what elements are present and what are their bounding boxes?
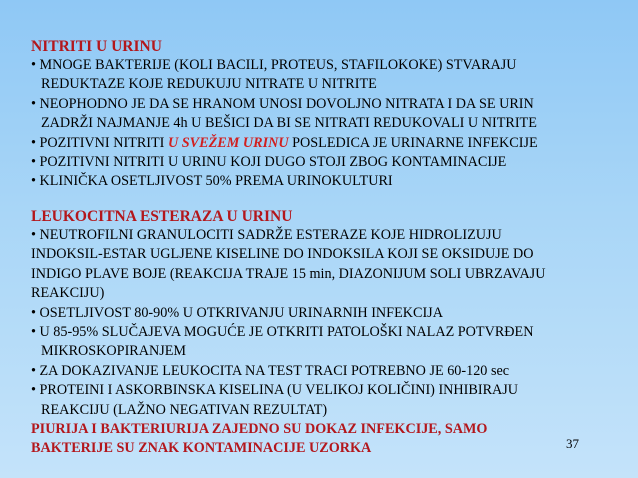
bullet-line-positive-nitrites <box>31 134 611 153</box>
bullet-line: • NEUTROFILNI GRANULOCITI SADRŽE ESTERAZE KOJE HIDROLIZUJU <box>31 227 502 243</box>
conclusion-line: BAKTERIJE SU ZNAK KONTAMINACIJE UZORKA <box>31 440 372 457</box>
continuation-line: INDIGO PLAVE BOJE (REAKCIJA TRAJE 15 min, DIAZONIJUM SOLI UBRZAVAJU <box>31 265 546 282</box>
continuation-line: REAKCIJU) <box>31 285 105 302</box>
bullet-line: • MNOGE BAKTERIJE (KOLI BACILI, PROTEUS, STAFILOKOKE) STVARAJU <box>31 57 517 73</box>
bullet-line: • OSETLJIVOST 80-90% U OTKRIVANJU URINARNIH INFEKCIJA <box>31 304 443 321</box>
bullet-line: • NEOPHODNO JE DA SE HRANOM UNOSI DOVOLJNO NITRATA I DA SE URIN <box>31 95 534 112</box>
emphasis-text: U SVEŽEM URINU <box>167 134 289 151</box>
section-title-leukocyte-esterase: LEUKOCITNA ESTERAZA U URINU <box>31 208 293 225</box>
continuation-line: REDUKTAZE KOJE REDUKUJU NITRATE U NITRITE <box>41 76 377 93</box>
text-suffix: POSLEDICA JE URINARNE INFEKCIJE <box>288 134 538 151</box>
leukocyte-esterase-section <box>31 207 611 459</box>
page-number: 37 <box>566 436 579 451</box>
continuation-line: REAKCIJU (LAŽNO NEGATIVAN REZULTAT) <box>41 401 328 418</box>
nitrites-section <box>31 37 611 192</box>
continuation-line: INDOKSIL-ESTAR UGLJENE KISELINE DO INDOKSILA KOJI SE OKSIDUJE DO <box>31 246 534 263</box>
text-prefix: • POZITIVNI NITRITI <box>31 134 168 151</box>
continuation-line: MIKROSKOPIRANJEM <box>41 343 187 360</box>
conclusion-line: PIURIJA I BAKTERIURIJA ZAJEDNO SU DOKAZ INFEKCIJE, SAMO <box>31 421 488 438</box>
bullet-line: • U 85-95% SLUČAJEVA MOGUĆE JE OTKRITI PATOLOŠKI NALAZ POTVRĐEN <box>31 324 534 341</box>
bullet-line: • ZA DOKAZIVANJE LEUKOCITA NA TEST TRACI POTREBNO JE 60-120 sec <box>31 362 510 379</box>
bullet-line: • POZITIVNI NITRITI U URINU KOJI DUGO STOJI ZBOG KONTAMINACIJE <box>31 154 507 171</box>
section-title-nitrites: NITRITI U URINU <box>31 38 162 55</box>
continuation-line: ZADRŽI NAJMANJE 4h U BEŠICI DA BI SE NITRATI REDUKOVALI U NITRITE <box>41 115 537 132</box>
bullet-line: • KLINIČKA OSETLJIVOST 50% PREMA URINOKULTURI <box>31 173 393 190</box>
bullet-line: • PROTEINI I ASKORBINSKA KISELINA (U VELIKOJ KOLIČINI) INHIBIRAJU <box>31 382 519 399</box>
